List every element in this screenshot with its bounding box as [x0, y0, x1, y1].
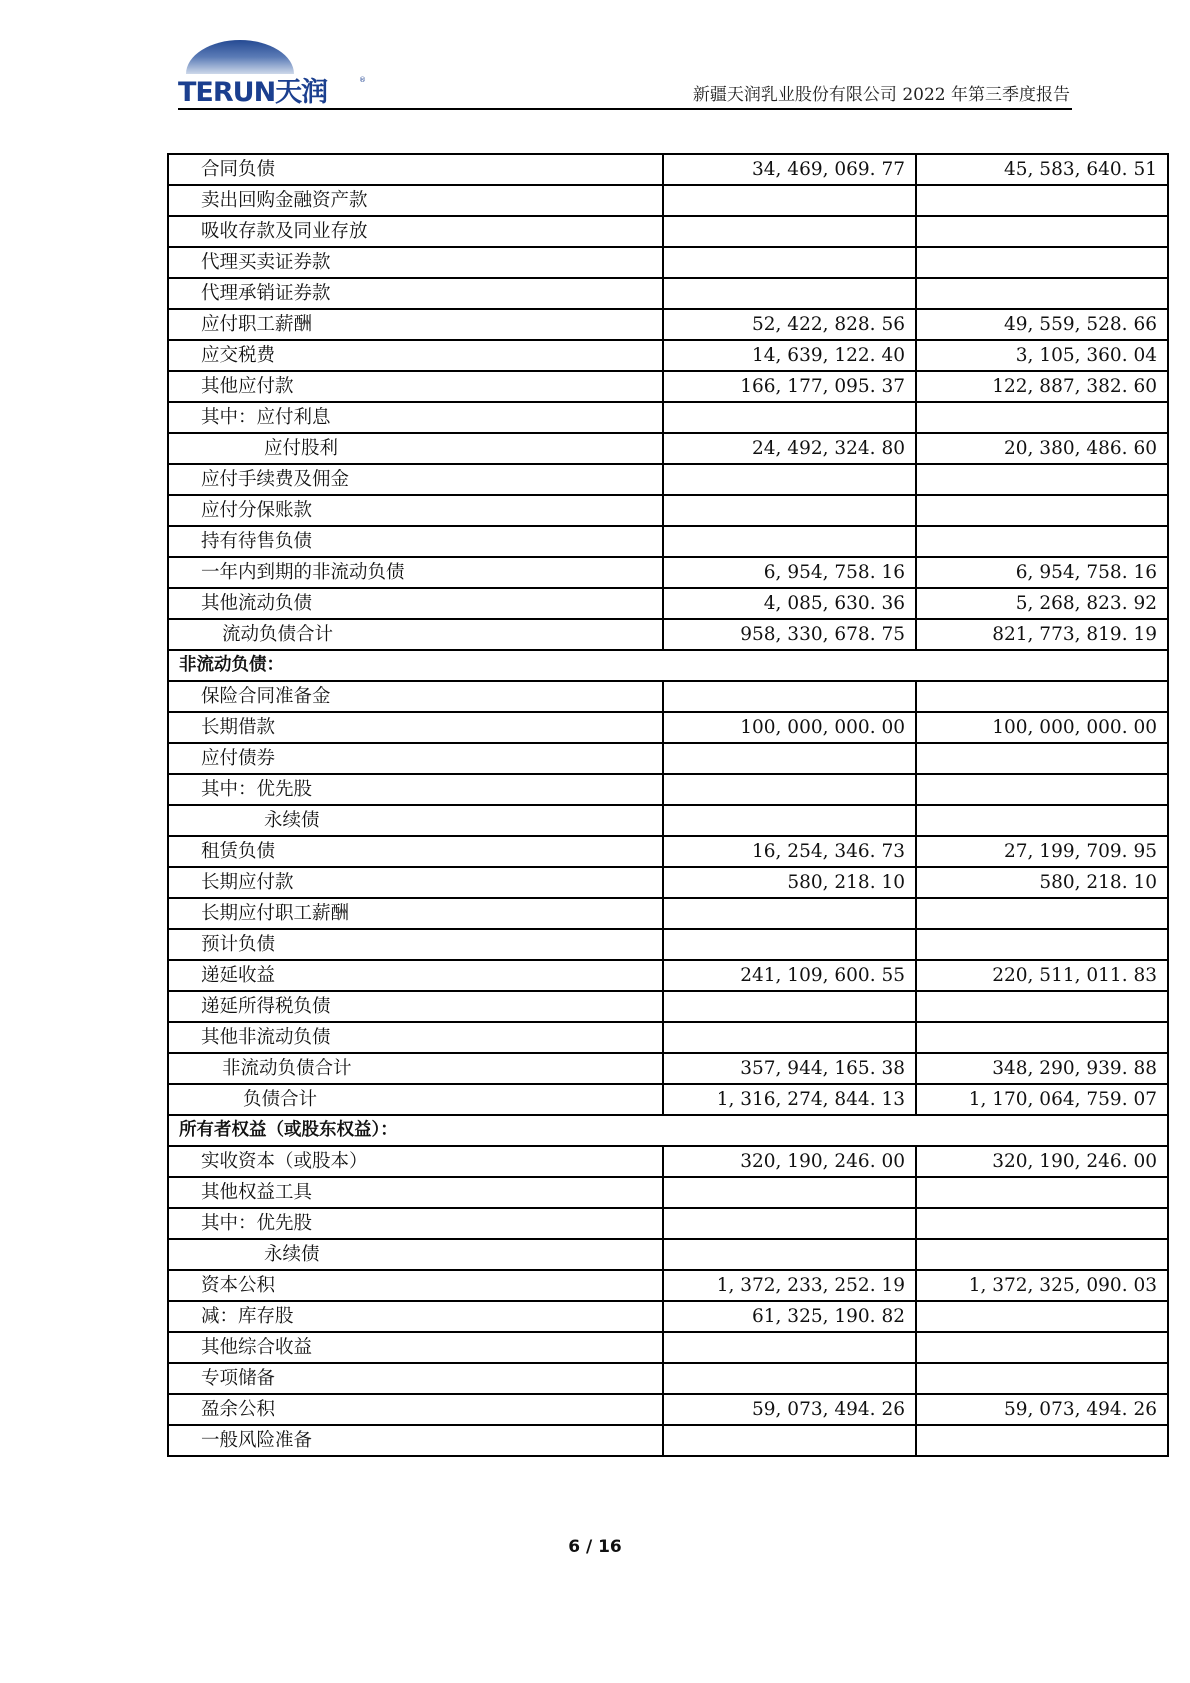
table-row — [168, 402, 1168, 433]
row-label: 长期借款 — [168, 712, 663, 743]
row-label: 吸收存款及同业存放 — [168, 216, 663, 247]
current-period-value — [663, 495, 916, 526]
row-label: 其他权益工具 — [168, 1177, 663, 1208]
prior-period-value: 1, 170, 064, 759. 07 — [916, 1084, 1168, 1115]
prior-period-value: 3, 105, 360. 04 — [916, 340, 1168, 371]
prior-period-value — [916, 185, 1168, 216]
prior-period-value: 5, 268, 823. 92 — [916, 588, 1168, 619]
current-period-value — [663, 1022, 916, 1053]
table-row — [168, 1394, 1168, 1425]
table-row — [168, 495, 1168, 526]
row-label: 一般风险准备 — [168, 1425, 663, 1456]
table-row — [168, 371, 1168, 402]
row-label: 代理承销证券款 — [168, 278, 663, 309]
prior-period-value: 20, 380, 486. 60 — [916, 433, 1168, 464]
current-period-value — [663, 1332, 916, 1363]
row-label: 资本公积 — [168, 1270, 663, 1301]
prior-period-value — [916, 402, 1168, 433]
row-label: 应付分保账款 — [168, 495, 663, 526]
row-label: 应付股利 — [168, 433, 663, 464]
current-period-value — [663, 774, 916, 805]
prior-period-value: 122, 887, 382. 60 — [916, 371, 1168, 402]
row-label: 保险合同准备金 — [168, 681, 663, 712]
prior-period-value — [916, 464, 1168, 495]
table-row — [168, 619, 1168, 650]
section-title: 所有者权益（或股东权益）： — [168, 1115, 1168, 1146]
current-period-value: 100, 000, 000. 00 — [663, 712, 916, 743]
row-label: 其他非流动负债 — [168, 1022, 663, 1053]
prior-period-value: 1, 372, 325, 090. 03 — [916, 1270, 1168, 1301]
table-row — [168, 278, 1168, 309]
prior-period-value — [916, 805, 1168, 836]
prior-period-value — [916, 1239, 1168, 1270]
row-label: 其他综合收益 — [168, 1332, 663, 1363]
report-title: 新疆天润乳业股份有限公司 2022 年第三季度报告 — [692, 85, 1070, 105]
table-row — [168, 216, 1168, 247]
row-label: 租赁负债 — [168, 836, 663, 867]
current-period-value — [663, 805, 916, 836]
prior-period-value — [916, 247, 1168, 278]
table-row — [168, 991, 1168, 1022]
row-label: 合同负债 — [168, 154, 663, 185]
table-row — [168, 1363, 1168, 1394]
table-row — [168, 154, 1168, 185]
prior-period-value: 220, 511, 011. 83 — [916, 960, 1168, 991]
current-period-value: 241, 109, 600. 55 — [663, 960, 916, 991]
table-row — [168, 712, 1168, 743]
row-label: 其他流动负债 — [168, 588, 663, 619]
current-period-value — [663, 929, 916, 960]
current-period-value: 166, 177, 095. 37 — [663, 371, 916, 402]
prior-period-value — [916, 898, 1168, 929]
section-title: 非流动负债： — [168, 650, 1168, 681]
row-label: 负债合计 — [168, 1084, 663, 1115]
logo-text: TERUN天润 — [178, 77, 328, 108]
prior-period-value: 320, 190, 246. 00 — [916, 1146, 1168, 1177]
table-row — [168, 1239, 1168, 1270]
current-period-value: 6, 954, 758. 16 — [663, 557, 916, 588]
prior-period-value — [916, 495, 1168, 526]
row-label: 盈余公积 — [168, 1394, 663, 1425]
current-period-value — [663, 402, 916, 433]
table-row — [168, 867, 1168, 898]
table-row — [168, 743, 1168, 774]
row-label: 专项储备 — [168, 1363, 663, 1394]
current-period-value — [663, 1208, 916, 1239]
current-period-value — [663, 1363, 916, 1394]
current-period-value: 52, 422, 828. 56 — [663, 309, 916, 340]
prior-period-value — [916, 681, 1168, 712]
row-label: 应付手续费及佣金 — [168, 464, 663, 495]
header-divider — [178, 108, 1072, 110]
table-row — [168, 247, 1168, 278]
row-label: 永续债 — [168, 805, 663, 836]
table-row — [168, 464, 1168, 495]
row-label: 其中：优先股 — [168, 1208, 663, 1239]
row-label: 代理买卖证券款 — [168, 247, 663, 278]
current-period-value — [663, 247, 916, 278]
row-label: 非流动负债合计 — [168, 1053, 663, 1084]
current-period-value — [663, 1239, 916, 1270]
table-row — [168, 1270, 1168, 1301]
table-row — [168, 433, 1168, 464]
prior-period-value: 821, 773, 819. 19 — [916, 619, 1168, 650]
company-logo — [178, 38, 366, 110]
table-row — [168, 340, 1168, 371]
table-row — [168, 1053, 1168, 1084]
table-row — [168, 1146, 1168, 1177]
table-row — [168, 774, 1168, 805]
current-period-value: 1, 316, 274, 844. 13 — [663, 1084, 916, 1115]
page-header — [178, 38, 1072, 112]
prior-period-value — [916, 1332, 1168, 1363]
table-row — [168, 805, 1168, 836]
table-row — [168, 309, 1168, 340]
row-label: 流动负债合计 — [168, 619, 663, 650]
table-row — [168, 1425, 1168, 1456]
current-period-value — [663, 898, 916, 929]
page-number: 6 / 16 — [568, 1537, 622, 1557]
row-label: 其中：优先股 — [168, 774, 663, 805]
current-period-value — [663, 216, 916, 247]
table-row — [168, 1022, 1168, 1053]
row-label: 永续债 — [168, 1239, 663, 1270]
row-label: 其他应付款 — [168, 371, 663, 402]
row-label: 预计负债 — [168, 929, 663, 960]
current-period-value: 4, 085, 630. 36 — [663, 588, 916, 619]
prior-period-value — [916, 743, 1168, 774]
table-row — [168, 929, 1168, 960]
section-header-row — [168, 650, 1168, 681]
current-period-value — [663, 991, 916, 1022]
row-label: 递延收益 — [168, 960, 663, 991]
table-row — [168, 557, 1168, 588]
table-row — [168, 1177, 1168, 1208]
prior-period-value — [916, 1208, 1168, 1239]
table-row — [168, 1301, 1168, 1332]
prior-period-value: 6, 954, 758. 16 — [916, 557, 1168, 588]
prior-period-value: 45, 583, 640. 51 — [916, 154, 1168, 185]
current-period-value — [663, 743, 916, 774]
prior-period-value: 580, 218. 10 — [916, 867, 1168, 898]
logo-arc-icon — [186, 40, 294, 74]
row-label: 减：库存股 — [168, 1301, 663, 1332]
row-label: 持有待售负债 — [168, 526, 663, 557]
current-period-value — [663, 526, 916, 557]
table-row — [168, 526, 1168, 557]
row-label: 递延所得税负债 — [168, 991, 663, 1022]
prior-period-value — [916, 216, 1168, 247]
prior-period-value — [916, 526, 1168, 557]
balance-sheet-table — [167, 153, 1169, 1457]
table-row — [168, 836, 1168, 867]
current-period-value: 16, 254, 346. 73 — [663, 836, 916, 867]
row-label: 应付职工薪酬 — [168, 309, 663, 340]
registered-mark-icon: ® — [359, 76, 366, 84]
current-period-value: 61, 325, 190. 82 — [663, 1301, 916, 1332]
prior-period-value: 59, 073, 494. 26 — [916, 1394, 1168, 1425]
row-label: 其中：应付利息 — [168, 402, 663, 433]
prior-period-value: 27, 199, 709. 95 — [916, 836, 1168, 867]
current-period-value — [663, 1177, 916, 1208]
row-label: 长期应付职工薪酬 — [168, 898, 663, 929]
row-label: 一年内到期的非流动负债 — [168, 557, 663, 588]
current-period-value: 357, 944, 165. 38 — [663, 1053, 916, 1084]
current-period-value — [663, 185, 916, 216]
current-period-value: 320, 190, 246. 00 — [663, 1146, 916, 1177]
current-period-value — [663, 278, 916, 309]
table-row — [168, 1332, 1168, 1363]
current-period-value: 34, 469, 069. 77 — [663, 154, 916, 185]
prior-period-value — [916, 929, 1168, 960]
current-period-value: 14, 639, 122. 40 — [663, 340, 916, 371]
prior-period-value: 100, 000, 000. 00 — [916, 712, 1168, 743]
row-label: 卖出回购金融资产款 — [168, 185, 663, 216]
prior-period-value — [916, 1301, 1168, 1332]
row-label: 实收资本（或股本） — [168, 1146, 663, 1177]
table-row — [168, 681, 1168, 712]
row-label: 应交税费 — [168, 340, 663, 371]
prior-period-value — [916, 278, 1168, 309]
table-row — [168, 588, 1168, 619]
row-label: 应付债券 — [168, 743, 663, 774]
current-period-value: 958, 330, 678. 75 — [663, 619, 916, 650]
table-row — [168, 1084, 1168, 1115]
current-period-value — [663, 464, 916, 495]
table-row — [168, 898, 1168, 929]
prior-period-value: 348, 290, 939. 88 — [916, 1053, 1168, 1084]
table-row — [168, 960, 1168, 991]
current-period-value: 24, 492, 324. 80 — [663, 433, 916, 464]
prior-period-value — [916, 1022, 1168, 1053]
current-period-value: 1, 372, 233, 252. 19 — [663, 1270, 916, 1301]
table-row — [168, 185, 1168, 216]
row-label: 长期应付款 — [168, 867, 663, 898]
prior-period-value — [916, 1363, 1168, 1394]
prior-period-value — [916, 1425, 1168, 1456]
prior-period-value — [916, 1177, 1168, 1208]
table-row — [168, 1208, 1168, 1239]
prior-period-value — [916, 991, 1168, 1022]
current-period-value: 580, 218. 10 — [663, 867, 916, 898]
section-header-row — [168, 1115, 1168, 1146]
prior-period-value: 49, 559, 528. 66 — [916, 309, 1168, 340]
current-period-value — [663, 1425, 916, 1456]
current-period-value — [663, 681, 916, 712]
current-period-value: 59, 073, 494. 26 — [663, 1394, 916, 1425]
prior-period-value — [916, 774, 1168, 805]
